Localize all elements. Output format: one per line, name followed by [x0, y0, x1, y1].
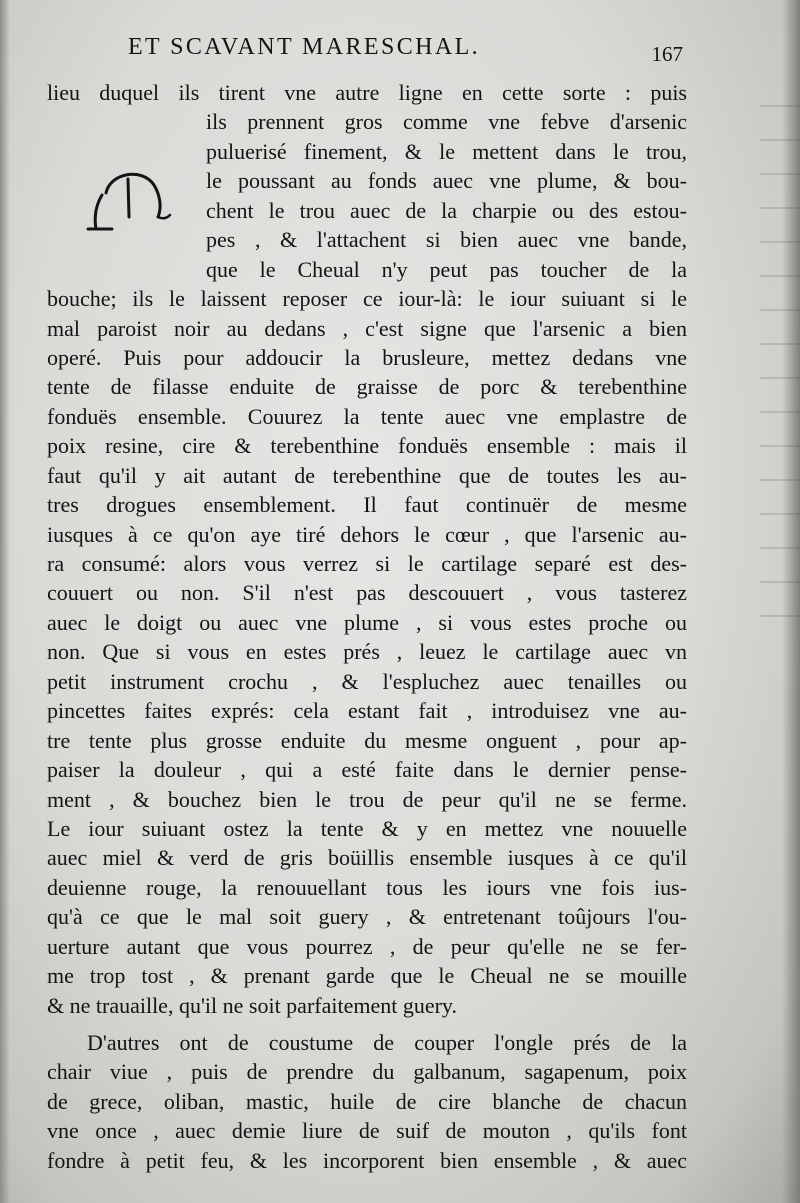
running-title: ET SCAVANT MARESCHAL. — [128, 34, 481, 60]
page-header — [128, 30, 683, 66]
text-line: auec le doigt ou auec vne plume , si vous estes proche ou — [47, 609, 687, 635]
text-line: paiser la douleur , qui a esté faite dans le dernier pense- — [47, 757, 687, 783]
text-line: D'autres ont de coustume de couper l'ongle prés de la — [87, 1030, 687, 1055]
text-line: petit instrument crochu , & l'espluchez auec tenailles ou — [47, 668, 687, 694]
text-line: poix resine, cire & terebenthine fonduës ensemble : mais il — [47, 433, 687, 459]
text-line: chair viue , puis de prendre du galbanum, sagapenum, poix — [47, 1059, 687, 1085]
text-line: pes , & l'attachent si bien auec vne bande, — [206, 227, 687, 253]
text-line: operé. Puis pour addoucir la brusleure, mettez dedans vne — [47, 344, 687, 370]
text-line: chent le trou auec de la charpie ou des estou- — [206, 197, 687, 223]
text-line: qu'à ce que le mal soit guery , & entretenant toûjours l'ou- — [47, 904, 687, 930]
text-line: Le iour suiuant ostez la tente & y en mettez vne nouuelle — [47, 815, 687, 841]
text-line: faut qu'il y ait autant de terebenthine que de toutes les au- — [47, 462, 687, 488]
page-number: 167 — [651, 42, 683, 66]
text-line: uerture autant que vous pourrez , de peur qu'elle ne se fer- — [47, 933, 687, 959]
text-line: me trop tost , & prenant garde que le Cheual ne se mouille — [47, 963, 687, 989]
text-line: & ne trauaille, qu'il ne soit parfaitement guery. — [47, 992, 458, 1018]
text-line: lieu duquel ils tirent vne autre ligne en cette sorte : puis — [47, 80, 687, 105]
text-line: mal paroist noir au dedans , c'est signe que l'arsenic a bien — [47, 315, 687, 341]
page-edge-shadow-left — [0, 0, 10, 1203]
text-line: deuienne rouge, la renouuellant tous les iours vne fois ius- — [47, 874, 687, 900]
text-line: vne once , auec demie liure de suif de mouton , qu'ils font — [47, 1118, 687, 1144]
text-line: fondre à petit feu, & les incorporent bien ensemble , & auec — [47, 1147, 687, 1173]
text-line: de grece, oliban, mastic, huile de cire blanche de chacun — [47, 1088, 687, 1114]
text-line: ment , & bouchez bien le trou de peur qu'il ne se ferme. — [47, 786, 687, 812]
body-text — [47, 78, 687, 1175]
text-line: le poussant au fonds auec vne plume, & bou- — [206, 168, 687, 194]
text-line: iusques à ce qu'on aye tiré dehors le cœur , que l'arsenic au- — [47, 521, 687, 547]
text-line: couuert ou non. S'il n'est pas descouuert , vous tasterez — [47, 580, 687, 606]
text-line: non. Que si vous en estes prés , leuez le cartilage auec vn — [47, 639, 687, 665]
text-line: fonduës ensemble. Couurez la tente auec vne emplastre de — [47, 403, 687, 429]
text-line: que le Cheual n'y peut pas toucher de la — [206, 256, 687, 282]
text-line: puluerisé finement, & le mettent dans le trou, — [206, 138, 687, 164]
text-line: tente de filasse enduite de graisse de porc & terebenthine — [47, 374, 687, 400]
show-through-bleed — [760, 105, 800, 625]
text-line: ra consumé: alors vous verrez si le cartilage separé est des- — [47, 551, 687, 576]
text-line: tre tente plus grosse enduite du mesme onguent , pour ap- — [47, 727, 687, 753]
text-line: bouche; ils le laissent reposer ce iour-là: le iour suiuant si le — [47, 286, 687, 312]
text-line: ils prennent gros comme vne febve d'arsenic — [206, 109, 687, 135]
text-line: pincettes faites exprés: cela estant fait , introduisez vne au- — [47, 698, 687, 724]
text-line: tres drogues ensemblement. Il faut continuër de mesme — [47, 492, 687, 518]
text-line: auec miel & verd de gris boüillis ensemble iusques à ce qu'il — [47, 845, 687, 871]
